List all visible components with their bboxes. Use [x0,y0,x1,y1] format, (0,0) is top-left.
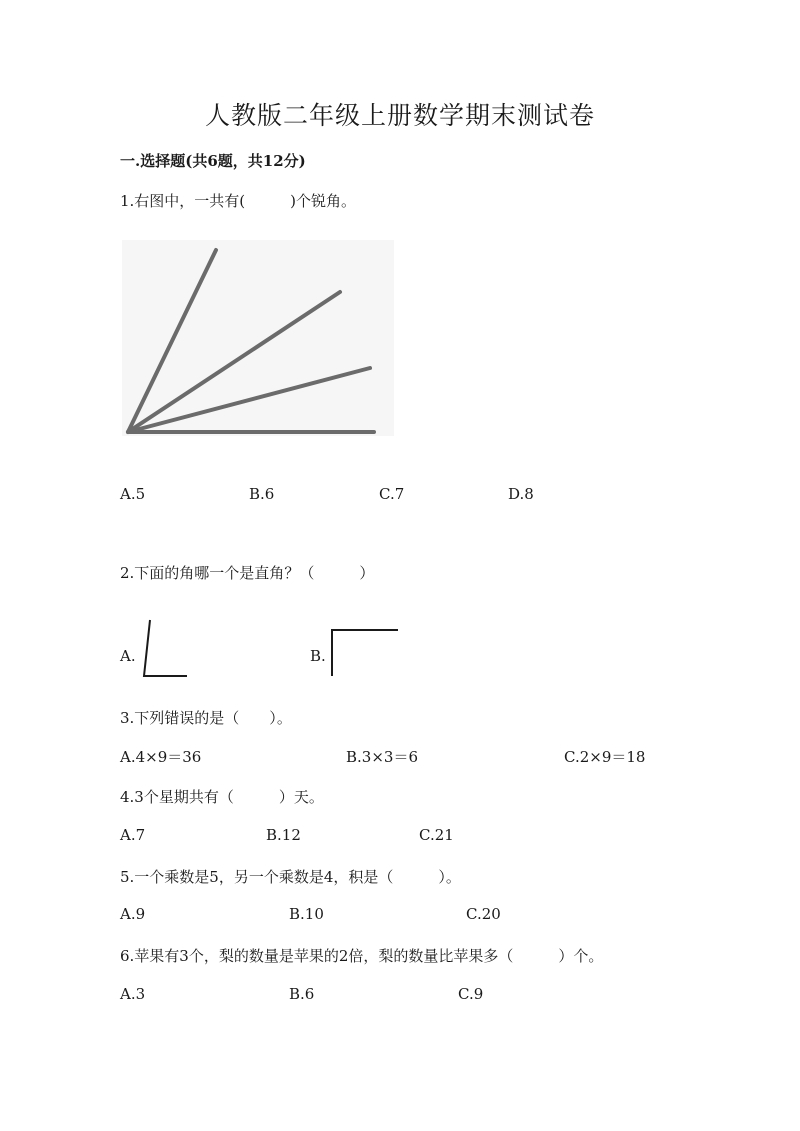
question-4-option-b[interactable]: B.12 [266,826,301,844]
question-3-option-b[interactable]: B.3×3＝6 [346,748,418,766]
question-4-option-a[interactable]: A.7 [120,826,146,844]
question-3-text: 3.下列错误的是（ ）。 [120,709,292,727]
question-1-option-a[interactable]: A.5 [120,485,146,503]
question-1-option-b[interactable]: B.6 [249,485,275,503]
question-6-option-b[interactable]: B.6 [289,985,315,1003]
question-1-option-d[interactable]: D.8 [508,485,534,503]
question-4-option-c[interactable]: C.21 [419,826,454,844]
question-4-text: 4.3个星期共有（ ）天。 [120,788,324,806]
question-2-option-a[interactable]: A. [120,647,136,665]
question-2-text: 2.下面的角哪一个是直角？（ ） [120,564,375,582]
question-1-angle-figure [118,236,398,441]
page-title: 人教版二年级上册数学期末测试卷 [204,101,595,130]
question-6-option-a[interactable]: A.3 [120,985,146,1003]
question-3-option-a[interactable]: A.4×9＝36 [120,748,202,766]
question-1-option-c[interactable]: C.7 [379,485,405,503]
section-heading: 一.选择题(共6题，共12分) [120,152,306,170]
question-1-text: 1.右图中，一共有( )个锐角。 [120,192,357,210]
question-2-angle-b [330,628,400,678]
question-6-option-c[interactable]: C.9 [458,985,484,1003]
question-6-text: 6.苹果有3个，梨的数量是苹果的2倍，梨的数量比苹果多（ ）个。 [120,947,604,965]
question-2-angle-a [140,618,190,680]
question-5-option-c[interactable]: C.20 [466,905,501,923]
question-5-text: 5.一个乘数是5，另一个乘数是4，积是（ ）。 [120,868,461,886]
question-5-option-a[interactable]: A.9 [120,905,146,923]
question-5-option-b[interactable]: B.10 [289,905,324,923]
question-2-option-b[interactable]: B. [310,647,326,665]
question-3-option-c[interactable]: C.2×9＝18 [564,748,646,766]
figure-background [122,240,394,436]
